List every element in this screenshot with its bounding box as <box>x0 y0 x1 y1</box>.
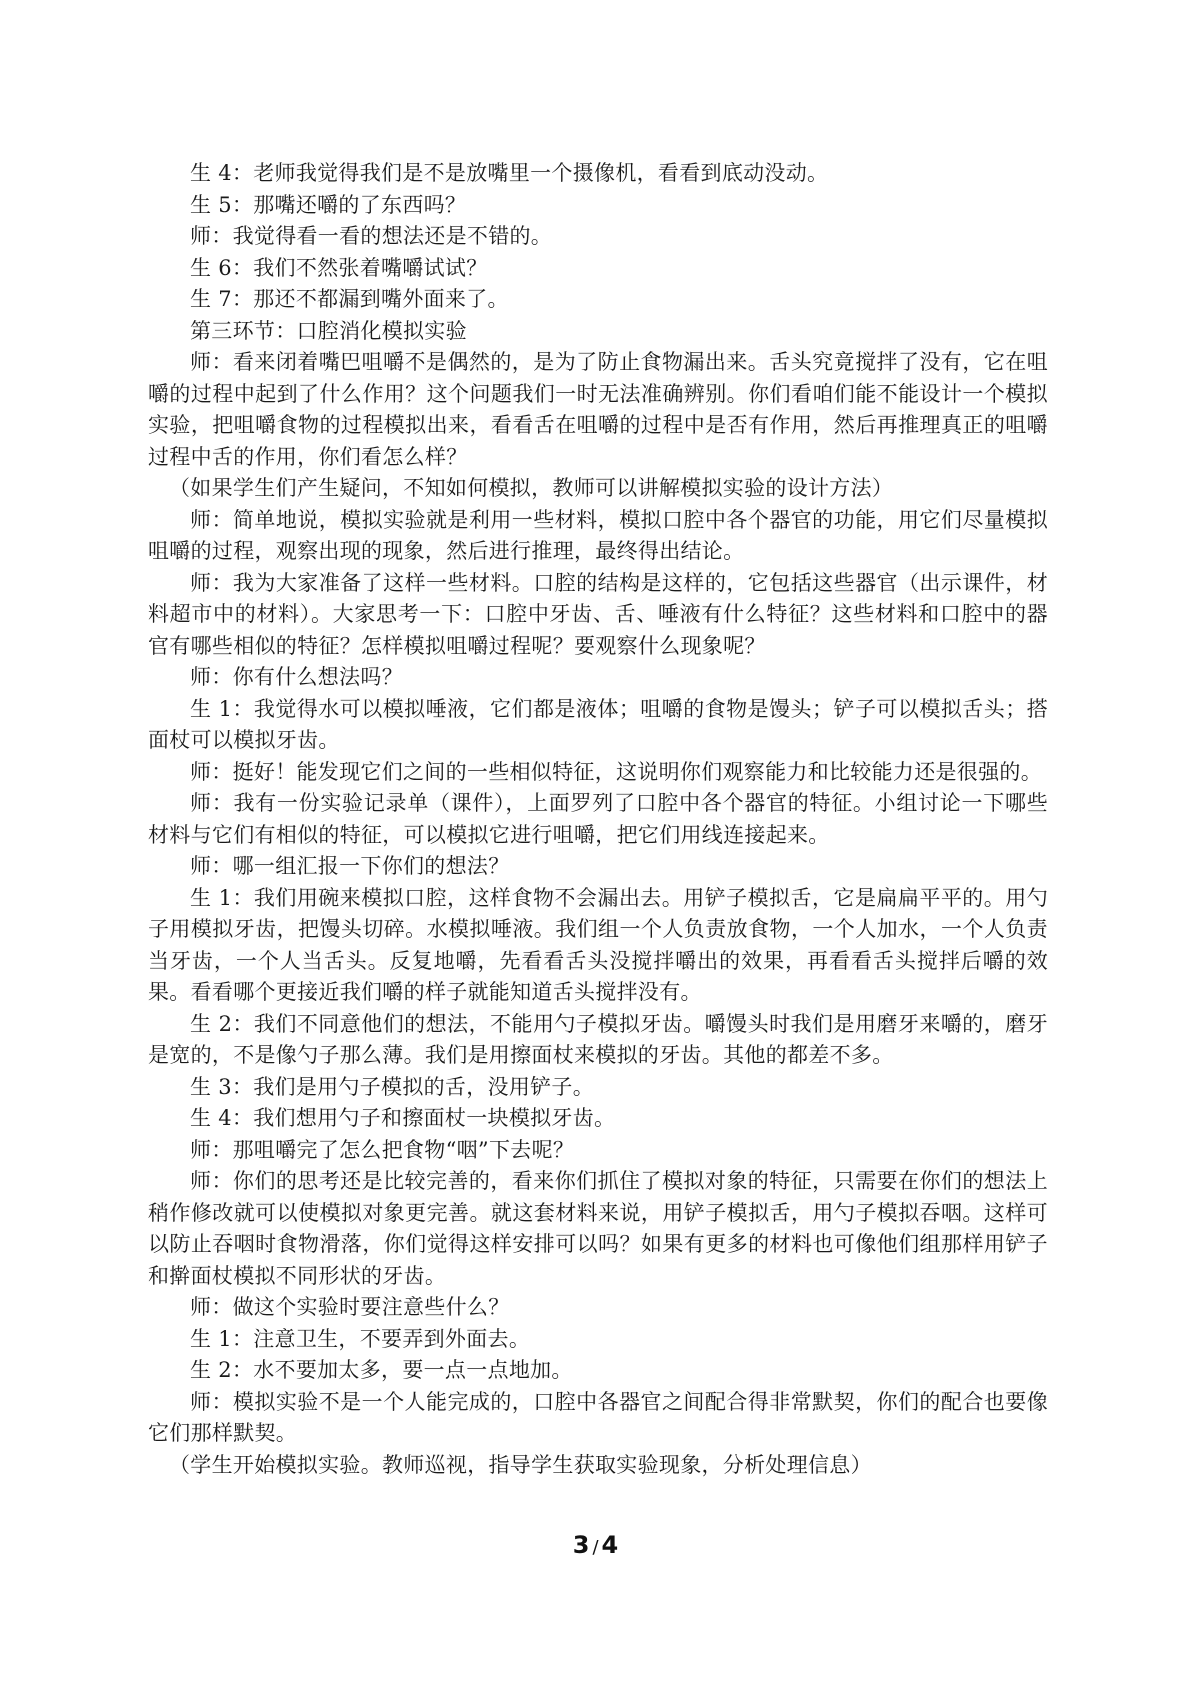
transcript-paragraph: 第三环节：口腔消化模拟实验 <box>190 318 467 343</box>
current-page-number: 3 <box>572 1531 590 1559</box>
transcript-paragraph: 师：你有什么想法吗？ <box>190 665 403 689</box>
transcript-paragraph: （学生开始模拟实验。教师巡视，指导学生获取实验现象，分析处理信息） <box>169 1452 872 1477</box>
page-separator: / <box>592 1537 599 1558</box>
transcript-paragraph: 生 3：我们是用勺子模拟的舌，没用铲子。 <box>190 1074 595 1099</box>
total-pages-number: 4 <box>601 1531 619 1559</box>
transcript-paragraph: 师：我觉得看一看的想法还是不错的。 <box>190 224 553 248</box>
transcript-paragraph: 生 4：我们想用勺子和擦面杖一块模拟牙齿。 <box>190 1106 616 1130</box>
transcript-paragraph: 生 1：我们用碗来模拟口腔，这样食物不会漏出去。用铲子模拟舌，它是扁扁平平的。用勺子用模拟牙齿，把馒头切碎。水模拟唾液。我们组一个人负责放食物，一个人加水，一个人负责当牙齿，一个人当舌头。反复地嚼，先看看舌头没搅拌嚼出的效果，再看看舌头搅拌后嚼的效果。看看哪个更接近我们嚼的样子就能知道舌头搅拌没有。 <box>148 885 1048 1004</box>
transcript-paragraph: 生 4：老师我觉得我们是不是放嘴里一个摄像机，看看到底动没动。 <box>190 161 829 185</box>
document-body <box>148 158 1048 1481</box>
transcript-paragraph: 师：我为大家准备了这样一些材料。口腔的结构是这样的，它包括这些器官（出示课件，材料超市中的材料）。大家思考一下：口腔中牙齿、舌、唾液有什么特征？这些材料和口腔中的器官有哪些相似的特征？怎样模拟咀嚼过程呢？要观察什么现象呢？ <box>148 570 1048 658</box>
transcript-paragraph: 师：做这个实验时要注意些什么？ <box>190 1295 510 1319</box>
page-number <box>0 1531 1191 1559</box>
transcript-paragraph: 师：我有一份实验记录单（课件），上面罗列了口腔中各个器官的特征。小组讨论一下哪些材料与它们有相似的特征，可以模拟它进行咀嚼，把它们用线连接起来。 <box>148 791 1048 847</box>
transcript-paragraph: 生 5：那嘴还嚼的了东西吗？ <box>190 192 467 217</box>
transcript-paragraph: 师：你们的思考还是比较完善的，看来你们抓住了模拟对象的特征，只需要在你们的想法上稍作修改就可以使模拟对象更完善。就这套材料来说，用铲子模拟舌，用勺子模拟吞咽。这样可以防止吞咽时食物滑落，你们觉得这样安排可以吗？如果有更多的材料也可像他们组那样用铲子和擀面杖模拟不同形状的牙齿。 <box>148 1169 1048 1288</box>
transcript-paragraph: 生 2：我们不同意他们的想法，不能用勺子模拟牙齿。嚼馒头时我们是用磨牙来嚼的，磨牙是宽的，不是像勺子那么薄。我们是用擦面杖来模拟的牙齿。其他的都差不多。 <box>148 1011 1048 1067</box>
transcript-paragraph: 生 7：那还不都漏到嘴外面来了。 <box>190 287 509 311</box>
transcript-paragraph: 师：那咀嚼完了怎么把食物“咽”下去呢？ <box>190 1137 575 1162</box>
transcript-paragraph: 师：挺好！能发现它们之间的一些相似特征，这说明你们观察能力和比较能力还是很强的。 <box>190 759 1042 784</box>
transcript-paragraph: 生 1：注意卫生，不要弄到外面去。 <box>190 1326 531 1351</box>
transcript-paragraph: 师：看来闭着嘴巴咀嚼不是偶然的，是为了防止食物漏出来。舌头究竟搅拌了没有，它在咀嚼的过程中起到了什么作用？这个问题我们一时无法准确辨别。你们看咱们能不能设计一个模拟实验，把咀嚼食物的过程模拟出来，看看舌在咀嚼的过程中是否有作用，然后再推理真正的咀嚼过程中舌的作用，你们看怎么样？ <box>148 350 1048 469</box>
transcript-paragraph: 师：哪一组汇报一下你们的想法？ <box>190 854 510 878</box>
transcript-paragraph: 师：模拟实验不是一个人能完成的，口腔中各器官之间配合得非常默契，你们的配合也要像它们那样默契。 <box>148 1389 1048 1445</box>
transcript-paragraph: 生 2：水不要加太多，要一点一点地加。 <box>190 1358 573 1382</box>
transcript-paragraph: （如果学生们产生疑问，不知如何模拟，教师可以讲解模拟实验的设计方法） <box>169 476 894 500</box>
transcript-paragraph: 生 6：我们不然张着嘴嚼试试？ <box>190 255 488 280</box>
transcript-paragraph: 师：简单地说，模拟实验就是利用一些材料，模拟口腔中各个器官的功能，用它们尽量模拟咀嚼的过程，观察出现的现象，然后进行推理，最终得出结论。 <box>148 507 1048 563</box>
transcript-paragraph: 生 1：我觉得水可以模拟唾液，它们都是液体；咀嚼的食物是馒头；铲子可以模拟舌头；搭面杖可以模拟牙齿。 <box>148 696 1048 752</box>
